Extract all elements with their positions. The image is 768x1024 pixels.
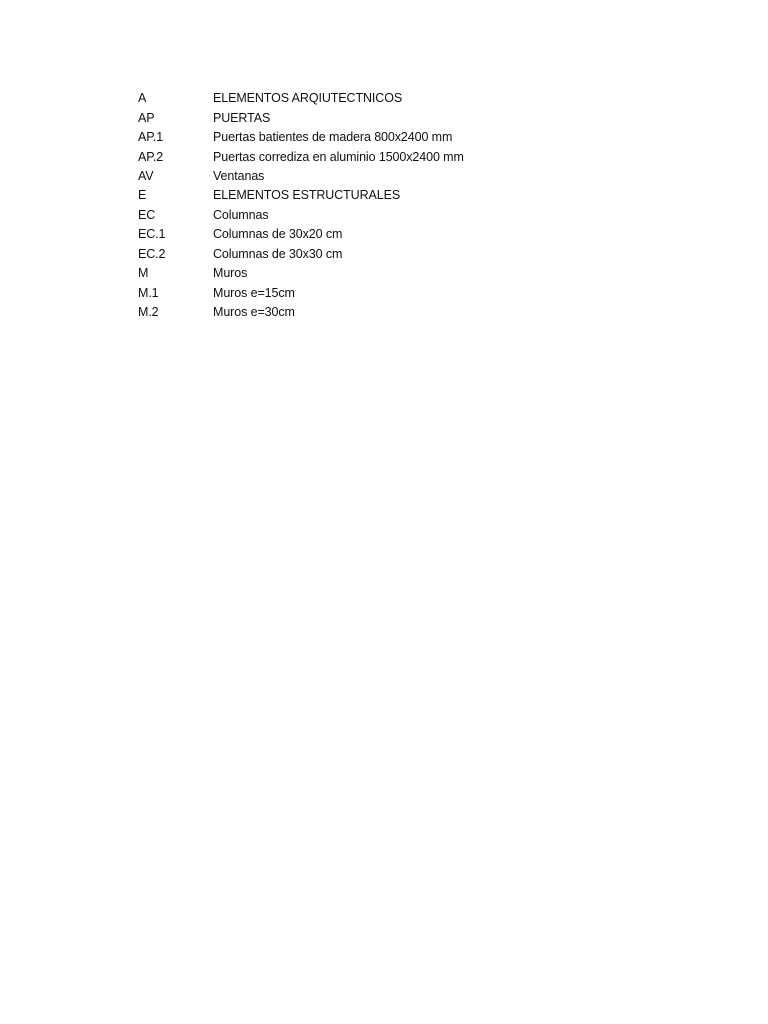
element-description: PUERTAS (213, 110, 271, 125)
element-code: M.1 (138, 285, 159, 300)
element-code: AP.1 (138, 130, 164, 145)
element-description: Muros e=30cm (213, 305, 295, 320)
element-code: M (138, 266, 149, 281)
code-row (138, 108, 698, 127)
element-code: A (138, 91, 147, 106)
element-description: Columnas (213, 207, 269, 222)
element-code: EC.2 (138, 246, 166, 261)
element-description: Muros (213, 266, 248, 281)
element-description: Columnas de 30x20 cm (213, 227, 343, 242)
element-description: Puertas corrediza en aluminio 1500x2400 mm (213, 149, 464, 164)
code-row (138, 245, 698, 264)
element-description: Puertas batientes de madera 800x2400 mm (213, 130, 453, 145)
code-row (138, 147, 698, 166)
code-row (138, 303, 698, 322)
element-code: AP (138, 110, 155, 125)
element-code: EC.1 (138, 227, 166, 242)
code-row (138, 225, 698, 244)
element-code: M.2 (138, 305, 159, 320)
element-description: Muros e=15cm (213, 285, 295, 300)
element-description: Columnas de 30x30 cm (213, 246, 343, 261)
code-row (138, 264, 698, 283)
code-row (138, 186, 698, 205)
code-row (138, 167, 698, 186)
code-list (138, 89, 698, 322)
code-row (138, 89, 698, 108)
element-description: ELEMENTOS ARQIUTECTNICOS (213, 91, 403, 106)
element-code: AV (138, 168, 154, 183)
element-code: AP.2 (138, 149, 164, 164)
element-code: E (138, 188, 147, 203)
code-row (138, 283, 698, 302)
element-description: Ventanas (213, 168, 265, 183)
code-row (138, 128, 698, 147)
code-row (138, 206, 698, 225)
element-code: EC (138, 207, 156, 222)
element-description: ELEMENTOS ESTRUCTURALES (213, 188, 401, 203)
